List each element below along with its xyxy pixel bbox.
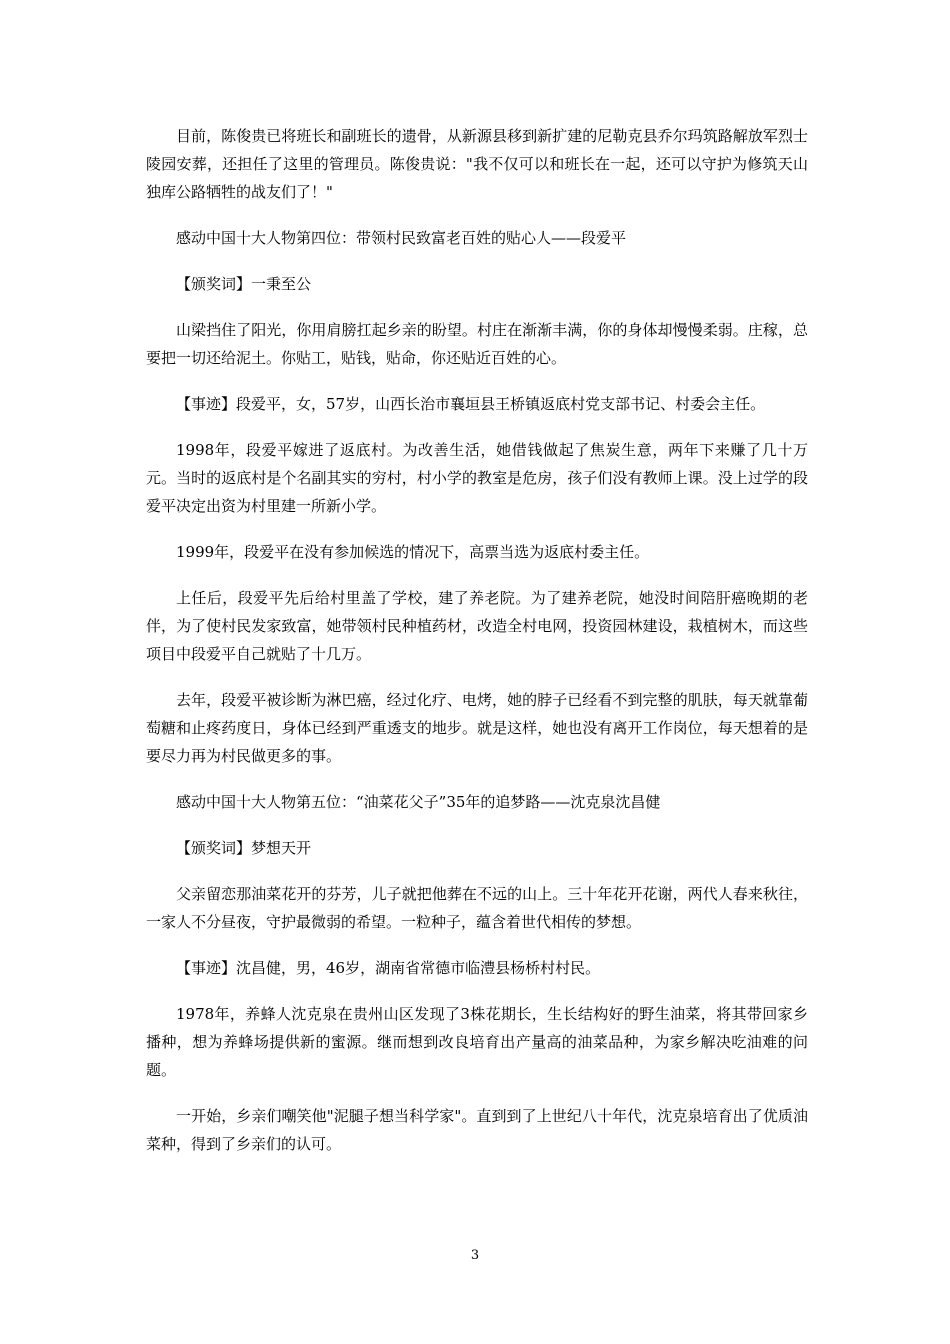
paragraph-duan-illness: 去年，段爱平被诊断为淋巴癌，经过化疗、电烤，她的脖子已经看不到完整的肌肤，每天就靠葡萄糖和止疼药度日，身体已经到严重透支的地步。就是这样，她也没有离开工作岗位，每天想着的是要尽力再为村民做更多的事。: [146, 691, 808, 765]
paragraph-duan-1998: 1998年，段爱平嫁进了返底村。为改善生活，她借钱做起了焦炭生意，两年下来赚了几十万元。当时的返底村是个名副其实的穷村，村小学的教室是危房，孩子们没有教师上课。没上过学的段爱平决定出资为村里建一所新小学。: [146, 441, 808, 515]
deeds-intro-shen: 【事迹】沈昌健，男，46岁，湖南省常德市临澧县杨桥村村民。: [176, 959, 601, 977]
document-body: [146, 122, 808, 1176]
section-heading-fourth-person: 感动中国十大人物第四位：带领村民致富老百姓的贴心人——段爱平: [176, 229, 627, 247]
paragraph-shen-recognition: 一开始，乡亲们嘲笑他"泥腿子想当科学家"。直到到了上世纪八十年代，沈克泉培育出了优质油菜种，得到了乡亲们的认可。: [146, 1107, 808, 1153]
paragraph-shen-1978: 1978年，养蜂人沈克泉在贵州山区发现了3株花期长，生长结构好的野生油菜，将其带回家乡播种，想为养蜂场提供新的蜜源。继而想到改良培育出产量高的油菜品种，为家乡解决吃油难的问题。: [146, 1005, 808, 1079]
section-heading-fifth-person: 感动中国十大人物第五位：“油菜花父子”35年的追梦路——沈克泉沈昌健: [176, 793, 661, 811]
deeds-intro-duan: 【事迹】段爱平，女，57岁，山西长治市襄垣县王桥镇返底村党支部书记、村委会主任。: [176, 395, 766, 413]
paragraph-chen-jungui-cemetery: 目前，陈俊贵已将班长和副班长的遗骨，从新源县移到新扩建的尼勒克县乔尔玛筑路解放军烈士陵园安葬，还担任了这里的管理员。陈俊贵说："我不仅可以和班长在一起，还可以守护为修筑天山独库公路牺牲的战友们了！": [146, 127, 808, 201]
award-citation-text-duan: 山梁挡住了阳光，你用肩膀扛起乡亲的盼望。村庄在渐渐丰满，你的身体却慢慢柔弱。庄稼，总要把一切还给泥土。你贴工，贴钱，贴命，你还贴近百姓的心。: [146, 321, 808, 367]
paragraph-duan-after-election: 上任后，段爱平先后给村里盖了学校，建了养老院。为了建养老院，她没时间陪肝癌晚期的老伴，为了使村民发家致富，她带领村民种植药材，改造全村电网，投资园林建设，栽植树木，而这些项目中段爱平自己就贴了十几万。: [146, 589, 808, 663]
award-citation-text-shen: 父亲留恋那油菜花开的芬芳，儿子就把他葬在不远的山上。三十年花开花谢，两代人春来秋往，一家人不分昼夜，守护最微弱的希望。一粒种子，蕴含着世代相传的梦想。: [146, 885, 808, 931]
award-citation-label-duan: 【颁奖词】一秉至公: [176, 275, 312, 293]
page-number: 3: [470, 1248, 480, 1263]
award-citation-label-shen: 【颁奖词】梦想天开: [176, 839, 312, 857]
paragraph-duan-1999: 1999年，段爱平在没有参加候选的情况下，高票当选为返底村委主任。: [176, 543, 650, 561]
